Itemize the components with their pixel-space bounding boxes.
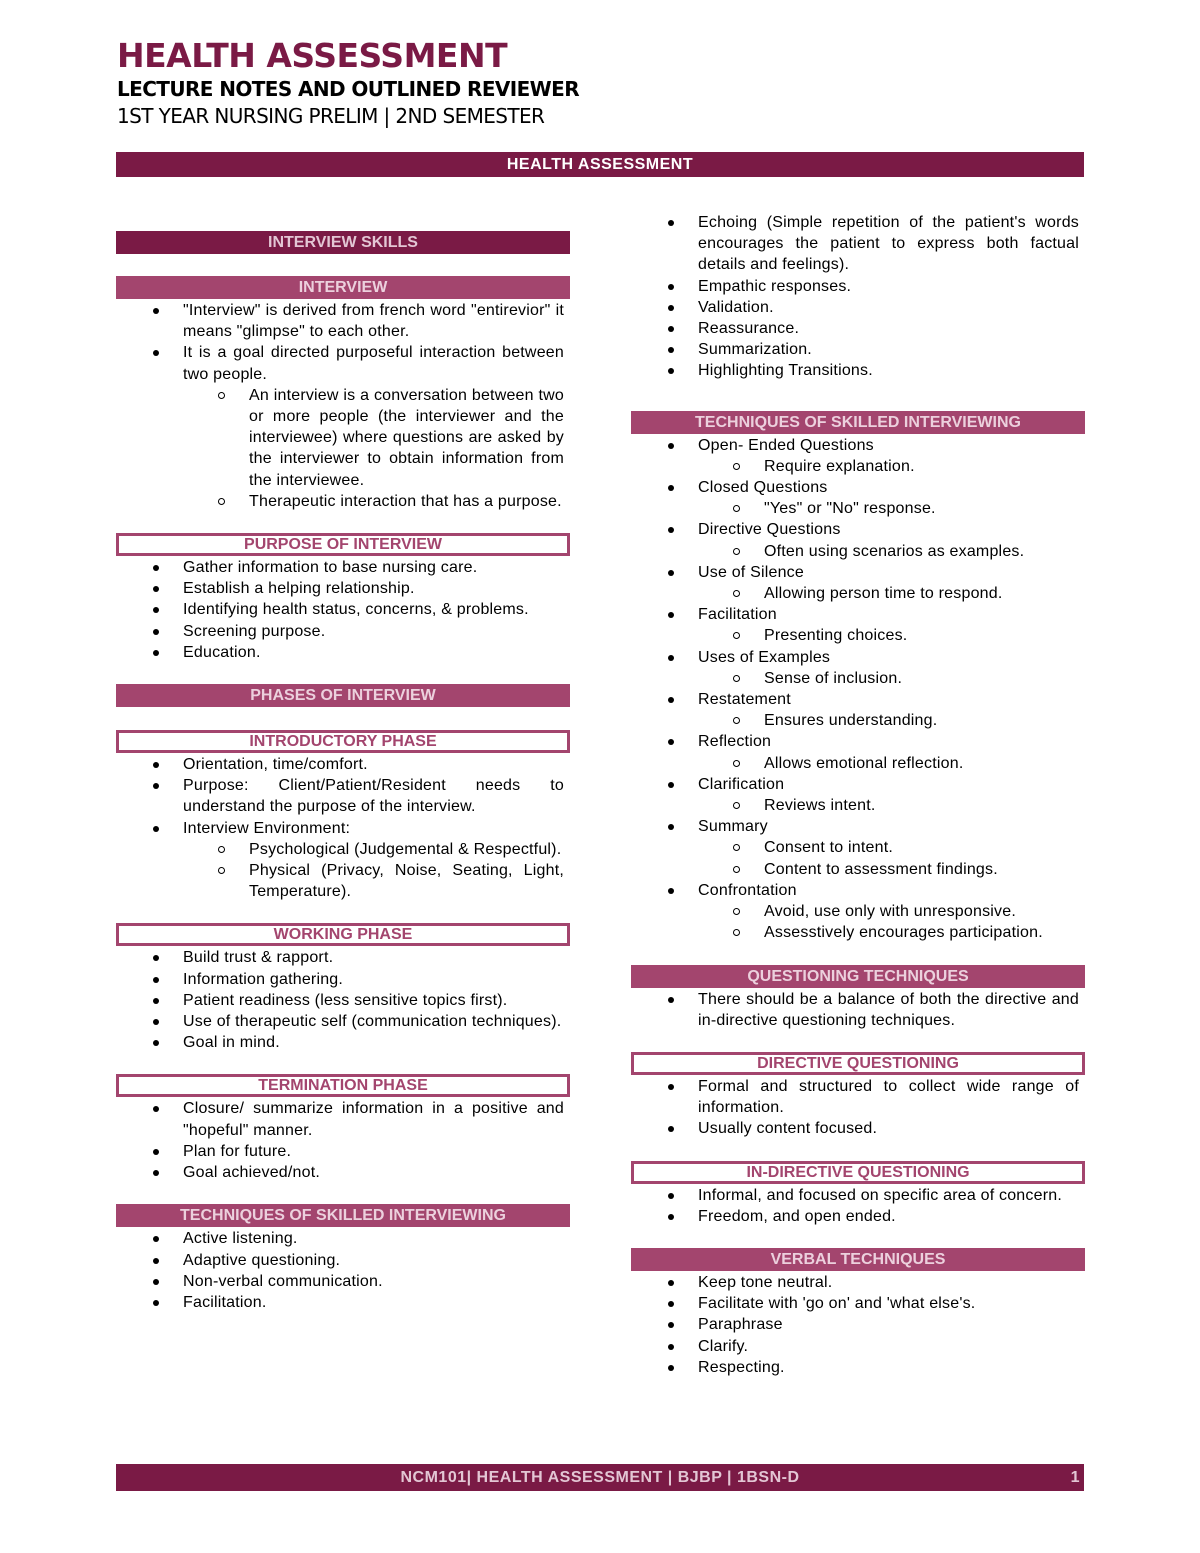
list-item: Restatement [631,689,1085,710]
list-item: Respecting. [631,1357,1085,1378]
list-item: Facilitate with 'go on' and 'what else's. [631,1293,1085,1314]
list-item: Validation. [631,297,1085,318]
list-item: Education. [116,642,570,663]
list-item: Paraphrase [631,1314,1085,1335]
questioning-techniques-header: QUESTIONING TECHNIQUES [631,965,1085,988]
list-item: Facilitation. [116,1292,570,1313]
introductory-phase-list [116,754,570,902]
sub-list-item: Psychological (Judgemental & Respectful). [116,839,570,860]
directive-questioning-header: DIRECTIVE QUESTIONING [631,1052,1085,1075]
sub-list-item: Presenting choices. [631,625,1085,646]
list-item: Establish a helping relationship. [116,578,570,599]
list-item: "Interview" is derived from french word "entirevior" it means "glimpse" to each other. [116,300,570,342]
verbal-techniques-list [631,1272,1085,1378]
document-title: HEALTH ASSESSMENT [117,36,508,75]
list-item: Use of Silence [631,562,1085,583]
list-item: Formal and structured to collect wide range of information. [631,1076,1085,1118]
list-item: Adaptive questioning. [116,1250,570,1271]
list-item: Open- Ended Questions [631,435,1085,456]
right-column [631,212,1085,1399]
introductory-phase-section [116,730,570,902]
list-item: Freedom, and open ended. [631,1206,1085,1227]
document-course-line: 1ST YEAR NURSING PRELIM | 2ND SEMESTER [117,104,545,128]
list-item: Summarization. [631,339,1085,360]
list-item: Empathic responses. [631,276,1085,297]
page-footer [116,1464,1084,1491]
footer-text: NCM101| HEALTH ASSESSMENT | BJBP | 1BSN-D [400,1469,800,1486]
list-item: Goal in mind. [116,1032,570,1053]
sub-list-item: Assesstively encourages participation. [631,922,1085,943]
page-number: 1 [1070,1469,1080,1486]
list-item: Patient readiness (less sensitive topics first). [116,990,570,1011]
sub-list-item: Require explanation. [631,456,1085,477]
purpose-list [116,557,570,663]
techniques-list-right [631,435,1085,944]
techniques-header-right: TECHNIQUES OF SKILLED INTERVIEWING [631,411,1085,434]
list-item: Echoing (Simple repetition of the patient's words encourages the patient to express both factual details and feelings). [631,212,1085,276]
list-item: Use of therapeutic self (communication techniques). [116,1011,570,1032]
verbal-techniques-section [631,1248,1085,1378]
list-item: Active listening. [116,1228,570,1249]
techniques-section-right [631,411,1085,944]
document-subtitle: LECTURE NOTES AND OUTLINED REVIEWER [117,77,579,101]
interview-header: INTERVIEW [116,276,570,299]
purpose-section [116,533,570,663]
list-item: There should be a balance of both the directive and in-directive questioning techniques. [631,989,1085,1031]
list-item: Identifying health status, concerns, & problems. [116,599,570,620]
questioning-techniques-section [631,965,1085,1031]
sub-list-item: Therapeutic interaction that has a purpose. [116,491,570,512]
list-item: Interview Environment: [116,818,570,839]
interview-skills-header: INTERVIEW SKILLS [116,231,570,254]
indirective-questioning-section [631,1161,1085,1227]
introductory-phase-header: INTRODUCTORY PHASE [116,730,570,753]
techniques-list-left [116,1228,570,1313]
sub-list-item: Often using scenarios as examples. [631,541,1085,562]
sub-list-item: Content to assessment findings. [631,859,1085,880]
list-item: Goal achieved/not. [116,1162,570,1183]
sub-list-item: Allowing person time to respond. [631,583,1085,604]
sub-list-item: Reviews intent. [631,795,1085,816]
list-item: Informal, and focused on specific area of concern. [631,1185,1085,1206]
sub-list-item: Allows emotional reflection. [631,753,1085,774]
list-item: It is a goal directed purposeful interaction between two people. [116,342,570,384]
techniques-section-left [116,1204,570,1313]
directive-questioning-section [631,1052,1085,1140]
continued-techniques-section [631,212,1085,382]
list-item: Purpose: Client/Patient/Resident needs to understand the purpose of the interview. [116,775,570,817]
working-phase-list [116,947,570,1053]
list-item: Uses of Examples [631,647,1085,668]
directive-questioning-list [631,1076,1085,1140]
continued-techniques-list [631,212,1085,382]
sub-list-item: "Yes" or "No" response. [631,498,1085,519]
list-item: Highlighting Transitions. [631,360,1085,381]
list-item: Usually content focused. [631,1118,1085,1139]
list-item: Directive Questions [631,519,1085,540]
list-item: Clarification [631,774,1085,795]
purpose-header: PURPOSE OF INTERVIEW [116,533,570,556]
working-phase-header: WORKING PHASE [116,923,570,946]
main-section-banner: HEALTH ASSESSMENT [116,152,1084,177]
interview-list [116,300,570,512]
sub-list-item: An interview is a conversation between two or more people (the interviewer and the interviewee) where questions are asked by the interviewer to obtain information from the interviewee. [116,385,570,491]
sub-list-item: Consent to intent. [631,837,1085,858]
list-item: Reassurance. [631,318,1085,339]
sub-list-item: Physical (Privacy, Noise, Seating, Light, Temperature). [116,860,570,902]
verbal-techniques-header: VERBAL TECHNIQUES [631,1248,1085,1271]
list-item: Plan for future. [116,1141,570,1162]
list-item: Facilitation [631,604,1085,625]
termination-phase-header: TERMINATION PHASE [116,1074,570,1097]
interview-section [116,276,570,512]
indirective-questioning-header: IN-DIRECTIVE QUESTIONING [631,1161,1085,1184]
questioning-techniques-list [631,989,1085,1031]
list-item: Screening purpose. [116,621,570,642]
list-item: Reflection [631,731,1085,752]
list-item: Clarify. [631,1336,1085,1357]
list-item: Closed Questions [631,477,1085,498]
left-column [116,231,570,1334]
sub-list-item: Sense of inclusion. [631,668,1085,689]
list-item: Confrontation [631,880,1085,901]
list-item: Build trust & rapport. [116,947,570,968]
indirective-questioning-list [631,1185,1085,1227]
list-item: Information gathering. [116,969,570,990]
termination-phase-section [116,1074,570,1183]
sub-list-item: Ensures understanding. [631,710,1085,731]
list-item: Orientation, time/comfort. [116,754,570,775]
working-phase-section [116,923,570,1053]
list-item: Keep tone neutral. [631,1272,1085,1293]
list-item: Gather information to base nursing care. [116,557,570,578]
list-item: Summary [631,816,1085,837]
list-item: Non-verbal communication. [116,1271,570,1292]
techniques-header-left: TECHNIQUES OF SKILLED INTERVIEWING [116,1204,570,1227]
sub-list-item: Avoid, use only with unresponsive. [631,901,1085,922]
termination-phase-list [116,1098,570,1183]
list-item: Closure/ summarize information in a positive and "hopeful" manner. [116,1098,570,1140]
phases-header: PHASES OF INTERVIEW [116,684,570,707]
